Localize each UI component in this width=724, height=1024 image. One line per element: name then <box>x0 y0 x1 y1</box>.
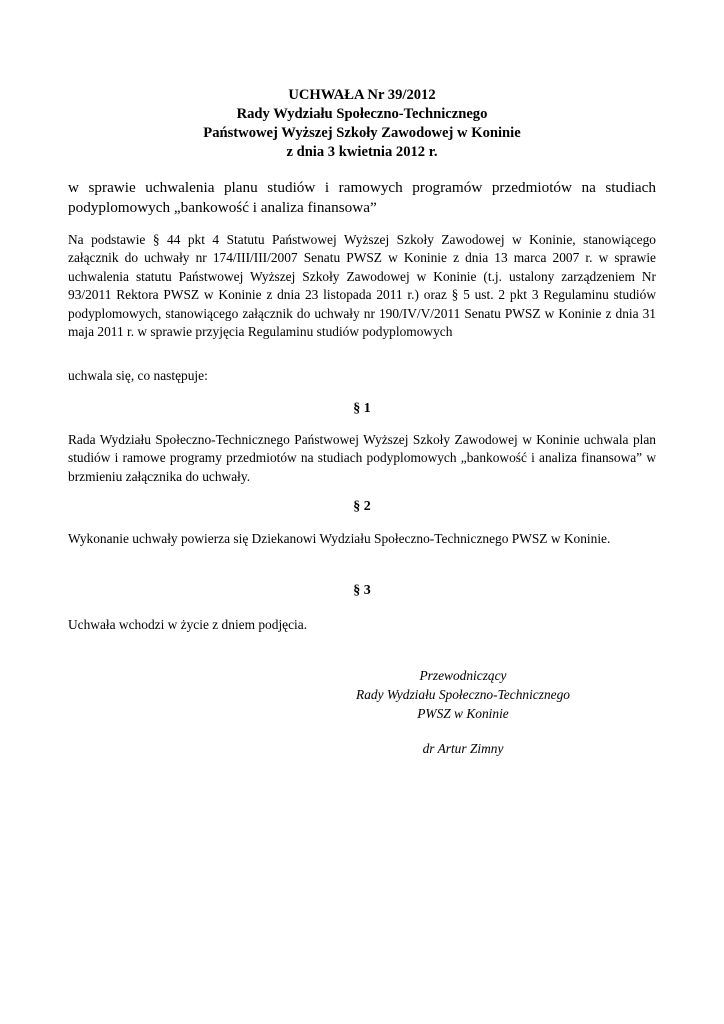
institution-name: Państwowej Wyższej Szkoły Zawodowej w Koninie <box>203 125 521 141</box>
resolves-clause: uchwala się, co następuje: <box>68 368 208 383</box>
signatory-name: dr Artur Zimny <box>422 741 504 756</box>
issuing-council: Rady Wydziału Społeczno-Technicznego <box>236 106 488 122</box>
section-2-mark: § 2 <box>353 499 371 514</box>
section-3-mark: § 3 <box>353 583 371 598</box>
legal-basis: Na podstawie § 44 pkt 4 Statutu Państwowej Wyższej Szkoły Zawodowej w Koninie, stanowiącego załącznik do uchwały nr 174/III/III/2007 Senatu PWSZ w Koninie z dnia 13 marca 2007 r. w sprawie uchwalenia statutu Państwowej Wyższej Szkoły Zawodowej w Koninie (t.j. ustalony zarządzeniem Nr 93/2011 Rektora PWSZ w Koninie z dnia 23 listopada 2011 r.) oraz § 5 ust. 2 pkt 3 Regulaminu studiów podyplomowych, stanowiącego załącznik do uchwały nr 190/IV/V/2011 Senatu PWSZ w Koninie z dnia 31 maja 2011 r. w sprawie przyjęcia Regulaminu studiów podyplomowych <box>68 232 656 340</box>
section-3-text: Uchwała wchodzi w życie z dniem podjęcia. <box>68 617 308 632</box>
section-2-text: Wykonanie uchwały powierza się Dziekanowi Wydziału Społeczno-Technicznego PWSZ w Koninie. <box>68 531 611 546</box>
resolution-subject: w sprawie uchwalenia planu studiów i ramowych programów przedmiotów na studiach podyplomowych „bankowość i analiza finansowa” <box>68 179 656 216</box>
signatory-institution: PWSZ w Koninie <box>417 706 509 721</box>
resolution-header <box>68 86 656 162</box>
section-1-text: Rada Wydziału Społeczno-Technicznego Państwowej Wyższej Szkoły Zawodowej w Koninie uchwala plan studiów i ramowe programy przedmiotów na studiach podyplomowych „bankowość i analiza finansowa” w brzmieniu załącznika do uchwały. <box>68 432 656 484</box>
signatory-role: Przewodniczący <box>419 668 507 683</box>
signature-block <box>318 666 608 758</box>
resolution-date: z dnia 3 kwietnia 2012 r. <box>286 144 438 160</box>
section-1-mark: § 1 <box>353 401 371 416</box>
signatory-body: Rady Wydziału Społeczno-Technicznego <box>356 687 570 702</box>
resolution-number: UCHWAŁA Nr 39/2012 <box>288 87 436 103</box>
